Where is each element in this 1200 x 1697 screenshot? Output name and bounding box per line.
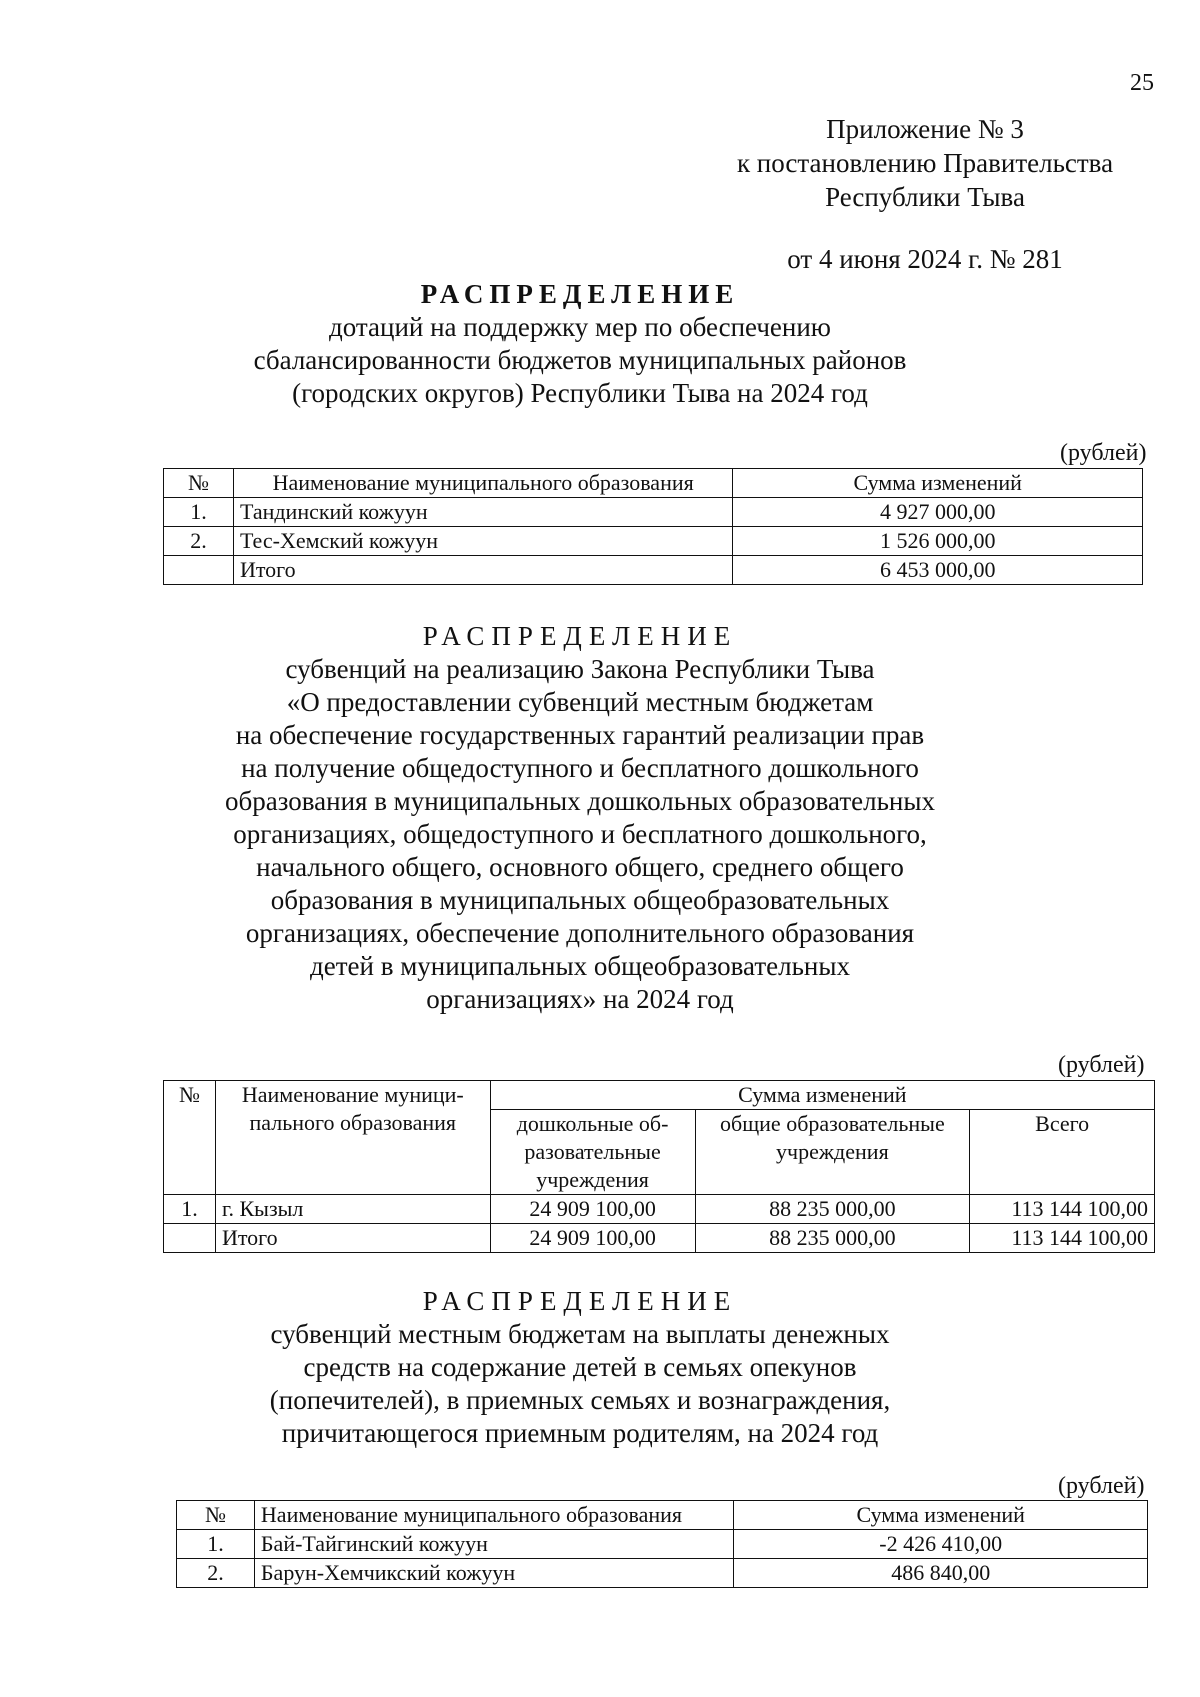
section2-unit: (рублей): [1058, 1052, 1145, 1078]
row-no: 2.: [164, 527, 234, 556]
page-number: 25: [1130, 70, 1154, 96]
section2-line: организациях, обеспечение дополнительного образования: [245, 918, 915, 948]
row-preschool: 24 909 100,00: [490, 1195, 695, 1224]
section2-table: [163, 1080, 1155, 1253]
row-no: 1.: [164, 1195, 216, 1224]
table-row: [164, 1195, 1155, 1224]
row-no: [164, 1224, 216, 1253]
row-total: 113 144 100,00: [970, 1195, 1155, 1224]
section1-line: (городских округов) Республики Тыва на 2024 год: [292, 378, 868, 408]
section1-unit: (рублей): [1060, 440, 1147, 466]
table-row: [177, 1559, 1148, 1588]
section3-heading: РАСПРЕДЕЛЕНИЕ: [422, 1286, 738, 1316]
row-name: Итого: [215, 1224, 490, 1253]
section2-line: организациях» на 2024 год: [426, 984, 734, 1014]
table-row: [177, 1530, 1148, 1559]
section2-line: «О предоставлении субвенций местным бюджетам: [286, 687, 874, 717]
table-total-row: [164, 1224, 1155, 1253]
section3-title: [200, 1285, 960, 1450]
row-general: 88 235 000,00: [695, 1224, 970, 1253]
section3-table: [176, 1500, 1148, 1588]
section1-line: дотаций на поддержку мер по обеспечению: [329, 312, 831, 342]
appendix-date: от 4 июня 2024 г. № 281: [787, 244, 1063, 274]
appendix-line-3: Республики Тыва: [825, 182, 1025, 212]
section2-line: начального общего, основного общего, среднего общего: [256, 852, 904, 882]
row-total: 113 144 100,00: [970, 1224, 1155, 1253]
section2-line: на получение общедоступного и бесплатного дошкольного: [241, 753, 919, 783]
section1-table: [163, 468, 1143, 585]
section3-unit: (рублей): [1058, 1473, 1145, 1499]
section3-line: средств на содержание детей в семьях опекунов: [303, 1352, 857, 1382]
section1-line: сбалансированности бюджетов муниципальных районов: [253, 345, 907, 375]
table-header-row: [164, 469, 1143, 498]
table-row: [164, 498, 1143, 527]
row-name: Барун-Хемчикский кожуун: [254, 1559, 734, 1588]
row-name: г. Кызыл: [215, 1195, 490, 1224]
table-row: [164, 527, 1143, 556]
subheader-general: общие образовательные учреждения: [695, 1110, 970, 1195]
row-name: Тес-Хемский кожуун: [233, 527, 733, 556]
row-sum: 4 927 000,00: [733, 498, 1143, 527]
section2-line: субвенций на реализацию Закона Республики Тыва: [285, 654, 875, 684]
header-sum: Сумма изменений: [490, 1081, 1154, 1110]
row-general: 88 235 000,00: [695, 1195, 970, 1224]
section2-line: на обеспечение государственных гарантий реализации прав: [235, 720, 925, 750]
table-total-row: [164, 556, 1143, 585]
appendix-line-2: к постановлению Правительства: [736, 148, 1114, 178]
section2-title: [200, 620, 960, 1016]
table-header-row: [177, 1501, 1148, 1530]
section1-title: [200, 278, 960, 410]
section3-line: субвенций местным бюджетам на выплаты денежных: [270, 1319, 890, 1349]
row-no: 2.: [177, 1559, 255, 1588]
row-name: Бай-Тайгинский кожуун: [254, 1530, 734, 1559]
row-name: Тандинский кожуун: [233, 498, 733, 527]
header-name: Наименование муниципального образования: [233, 469, 733, 498]
subheader-total: Всего: [970, 1110, 1155, 1195]
row-preschool: 24 909 100,00: [490, 1224, 695, 1253]
header-name: Наименование муниципального образования: [254, 1501, 734, 1530]
row-sum: 486 840,00: [734, 1559, 1148, 1588]
section2-line: детей в муниципальных общеобразовательных: [310, 951, 850, 981]
section3-line: причитающегося приемным родителям, на 2024 год: [281, 1418, 879, 1448]
section2-line: образования в муниципальных общеобразовательных: [270, 885, 890, 915]
header-no: №: [164, 1081, 216, 1195]
header-no: №: [177, 1501, 255, 1530]
appendix-line-1: Приложение № 3: [826, 114, 1024, 144]
header-no: №: [164, 469, 234, 498]
section1-heading: РАСПРЕДЕЛЕНИЕ: [420, 279, 740, 309]
row-sum: 1 526 000,00: [733, 527, 1143, 556]
row-no: 1.: [164, 498, 234, 527]
row-name: Итого: [233, 556, 733, 585]
header-name: Наименование муници-пального образования: [215, 1081, 490, 1195]
header-sum: Сумма изменений: [734, 1501, 1148, 1530]
section3-line: (попечителей), в приемных семьях и вознаграждения,: [269, 1385, 891, 1415]
section2-heading: РАСПРЕДЕЛЕНИЕ: [422, 621, 738, 651]
row-sum: -2 426 410,00: [734, 1530, 1148, 1559]
section2-line: организациях, общедоступного и бесплатного дошкольного,: [233, 819, 927, 849]
row-sum: 6 453 000,00: [733, 556, 1143, 585]
row-no: 1.: [177, 1530, 255, 1559]
section2-line: образования в муниципальных дошкольных образовательных: [225, 786, 935, 816]
table-header-row: [164, 1081, 1155, 1110]
row-no: [164, 556, 234, 585]
appendix-header: [700, 112, 1150, 276]
subheader-preschool: дошкольные об-разовательные учреждения: [490, 1110, 695, 1195]
header-sum: Сумма изменений: [733, 469, 1143, 498]
